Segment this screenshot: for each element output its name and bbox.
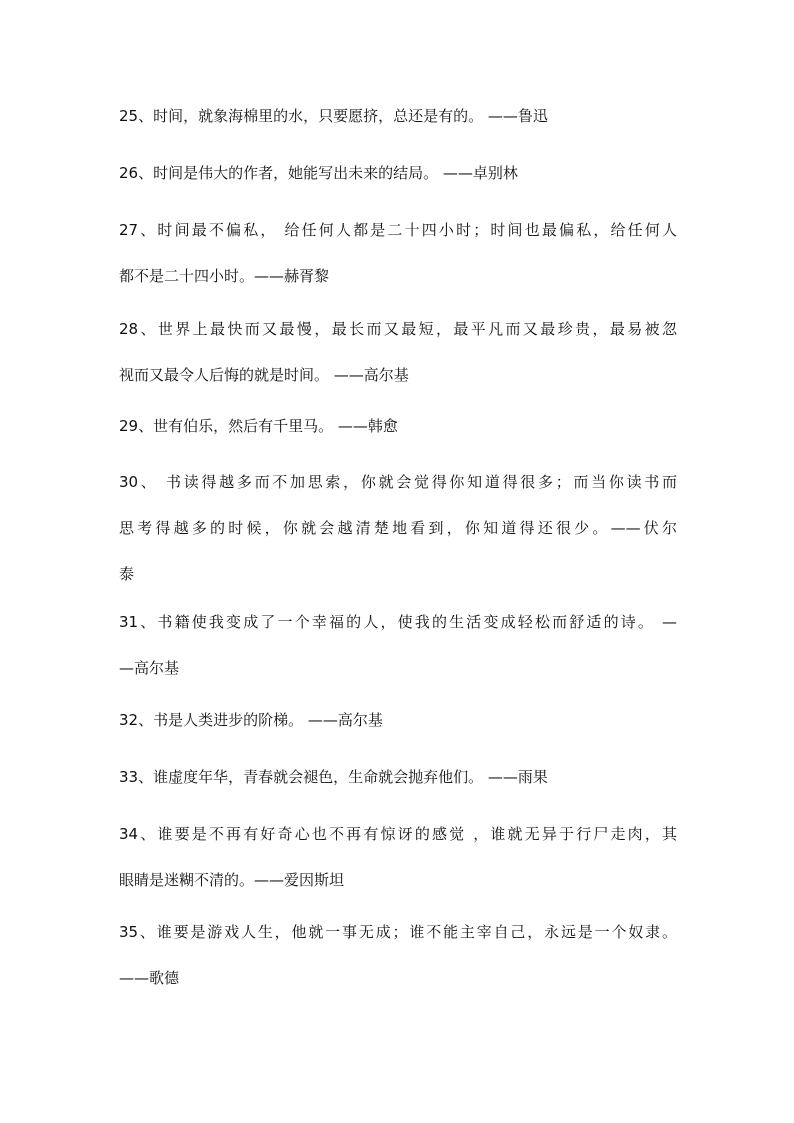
quote-line: 27、时间最不偏私， 给任何人都是二十四小时；时间也最偏私，给任何人 <box>119 221 677 239</box>
quote-line: 30、 书读得越多而不加思索，你就会觉得你知道得很多；而当你读书而 <box>119 473 677 491</box>
quote-line: 34、谁要是不再有好奇心也不再有惊讶的感觉 ，谁就无异于行尸走肉，其 <box>119 825 677 843</box>
quote-26 <box>119 150 677 196</box>
quote-line: 31、书籍使我变成了一个幸福的人，使我的生活变成轻松而舒适的诗。 — <box>119 613 677 631</box>
quote-32 <box>119 697 677 743</box>
quote-line: 35、谁要是游戏人生，他就一事无成；谁不能主宰自己，永远是一个奴隶。 <box>119 923 677 941</box>
quote-line: ——歌德 <box>119 969 180 987</box>
quote-35 <box>119 909 677 1001</box>
quote-27 <box>119 207 677 299</box>
quote-line: —高尔基 <box>119 659 180 677</box>
quote-25 <box>119 93 677 139</box>
quote-34 <box>119 811 677 903</box>
quote-line: 都不是二十四小时。——赫胥黎 <box>119 267 330 285</box>
quote-line: 28、世界上最快而又最慢，最长而又最短，最平凡而又最珍贵，最易被忽 <box>119 320 677 338</box>
quote-line: 泰 <box>119 565 135 583</box>
quote-30 <box>119 459 677 597</box>
quote-line: 32、书是人类进步的阶梯。 ——高尔基 <box>119 711 383 729</box>
quote-line: 26、时间是伟大的作者，她能写出未来的结局。 ——卓别林 <box>119 164 518 182</box>
quote-line: 33、谁虚度年华，青春就会褪色，生命就会抛弃他们。 ——雨果 <box>119 768 548 786</box>
quote-28 <box>119 306 677 398</box>
quote-line: 29、世有伯乐，然后有千里马。 ——韩愈 <box>119 417 398 435</box>
quote-line: 25、时间，就象海棉里的水，只要愿挤，总还是有的。 ——鲁迅 <box>119 107 548 125</box>
quote-29 <box>119 403 677 449</box>
quote-31 <box>119 599 677 691</box>
quote-line: 思考得越多的时候，你就会越清楚地看到，你知道得还很少。——伏尔 <box>119 519 677 537</box>
quote-line: 眼睛是迷糊不清的。——爱因斯坦 <box>119 871 345 889</box>
quote-line: 视而又最令人后悔的就是时间。 ——高尔基 <box>119 366 409 384</box>
quote-33 <box>119 754 677 800</box>
